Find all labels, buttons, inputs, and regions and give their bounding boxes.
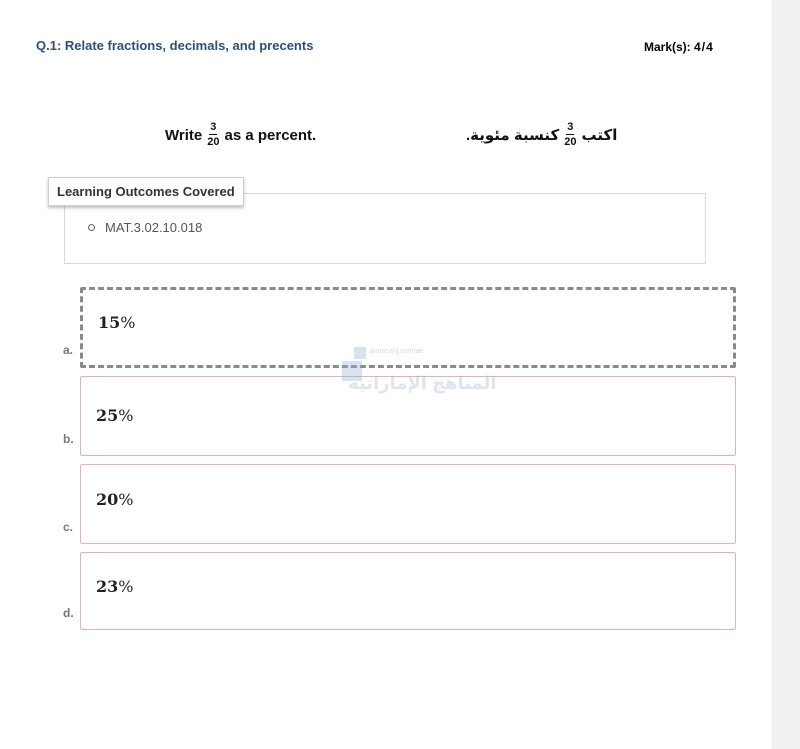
fraction-numerator: 3 [210, 121, 217, 133]
learning-outcome-item [88, 220, 202, 235]
right-scroll-panel [772, 0, 800, 749]
option-b-letter: b. [63, 432, 74, 446]
option-b-unit: % [118, 406, 134, 425]
marks-label: Mark(s): [644, 40, 691, 54]
learning-outcomes-heading: Learning Outcomes Covered [48, 177, 244, 206]
prompt-en-before: Write [165, 126, 203, 144]
option-c-text [96, 490, 133, 509]
marks-total: 4 [706, 40, 713, 54]
marks-value: 4 [694, 40, 701, 54]
fraction-denominator-ar: 20 [564, 136, 577, 148]
fraction [207, 122, 219, 148]
prompt-en-after: as a percent. [224, 126, 317, 144]
fraction-numerator-ar: 3 [567, 121, 574, 133]
option-c-unit: % [118, 490, 134, 509]
option-a-value: 15 [98, 313, 121, 332]
option-d-text [96, 577, 133, 596]
watermark-arabic: المناهج الإماراتية [348, 373, 497, 393]
option-c-choice[interactable] [80, 464, 736, 544]
option-a-letter: a. [63, 343, 74, 357]
learning-outcome-code: MAT.3.02.10.018 [105, 220, 203, 235]
bullet-circle-icon [88, 224, 95, 231]
prompt-ar-before: اكتب [581, 127, 618, 144]
watermark-url: almanahj.com/ae [370, 348, 424, 355]
option-d-value: 23 [96, 577, 119, 596]
fraction-denominator: 20 [207, 136, 220, 148]
option-b-value: 25 [96, 406, 119, 425]
option-d-letter: d. [63, 606, 74, 620]
prompt-ar-after: كنسبة مئوية. [466, 127, 560, 144]
prompt-english [165, 122, 316, 148]
watermark [340, 345, 497, 405]
marks-indicator: Mark(s): 4/4 [644, 40, 713, 54]
option-a-unit: % [120, 313, 136, 332]
option-b-text [96, 406, 133, 425]
prompt-arabic [466, 122, 617, 148]
option-c-letter: c. [63, 520, 74, 534]
watermark-logo-icon [354, 347, 366, 359]
fraction-arabic [564, 122, 576, 148]
option-a-text [98, 313, 135, 332]
option-d-choice[interactable] [80, 552, 736, 630]
question-title: Q.1: Relate fractions, decimals, and precents [36, 38, 314, 53]
option-c-value: 20 [96, 490, 119, 509]
option-d-unit: % [118, 577, 134, 596]
